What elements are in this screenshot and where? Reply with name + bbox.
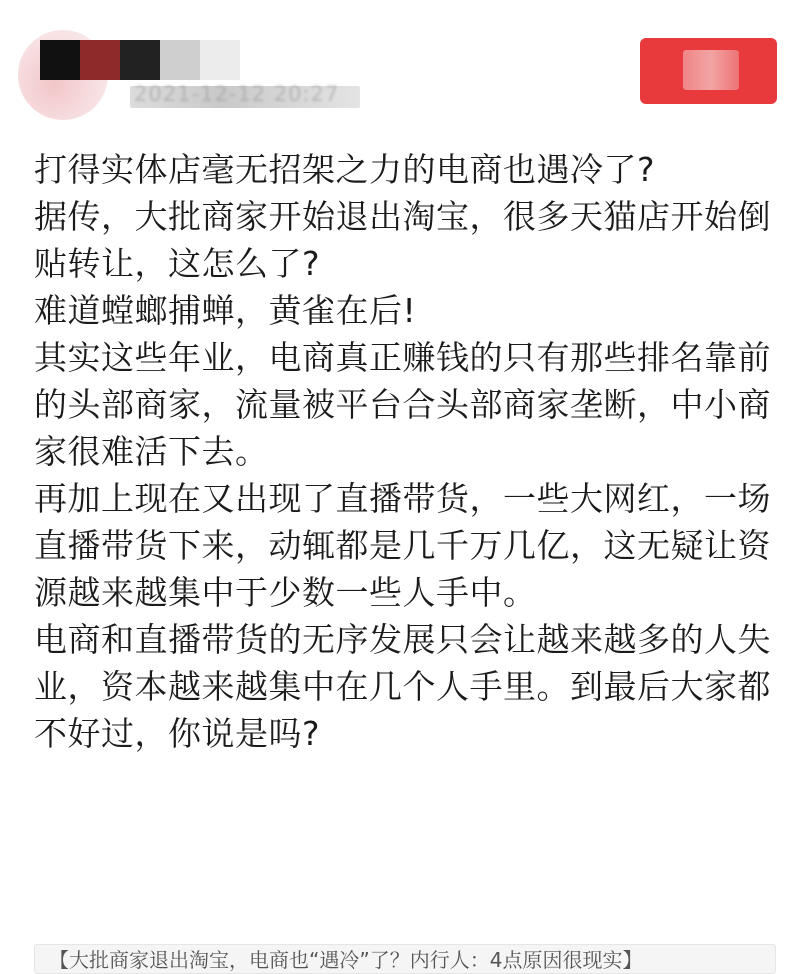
follow-button[interactable] — [640, 38, 777, 104]
post-timestamp: 2021-12-12 20:27 — [134, 82, 340, 106]
mosaic-block — [120, 40, 160, 80]
mosaic-block — [80, 40, 120, 80]
mosaic-block — [200, 40, 240, 80]
post-paragraph: 难道螳螂捕蝉，黄雀在后! — [34, 291, 417, 330]
post-header — [0, 0, 811, 130]
post-body — [34, 146, 794, 757]
post-paragraph: 其实这些年业，电商真正赚钱的只有那些排名靠前的头部商家，流量被平台合头部商家垄断，中小商家很难活下去。 — [34, 338, 771, 471]
mosaic-block — [160, 40, 200, 80]
post-paragraph: 据传，大批商家开始退出淘宝，很多天猫店开始倒贴转让，这怎么了? — [34, 197, 771, 283]
post-paragraph: 打得实体店毫无招架之力的电商也遇冷了? — [34, 150, 656, 189]
mosaic-username[interactable] — [40, 40, 240, 80]
post-paragraph: 电商和直播带货的无序发展只会让越来越多的人失业，资本越来越集中在几个人手里。到最后大家都不好过，你说是吗? — [34, 620, 771, 753]
post-paragraph: 再加上现在又出现了直播带货，一些大网红，一场直播带货下来，动辄都是几千万几亿，这无疑让资源越来越集中于少数一些人手中。 — [34, 479, 771, 612]
related-article-link[interactable]: 【大批商家退出淘宝，电商也“遇冷”了？内行人：4点原因很现实】 — [34, 944, 776, 974]
mosaic-block — [40, 40, 80, 80]
